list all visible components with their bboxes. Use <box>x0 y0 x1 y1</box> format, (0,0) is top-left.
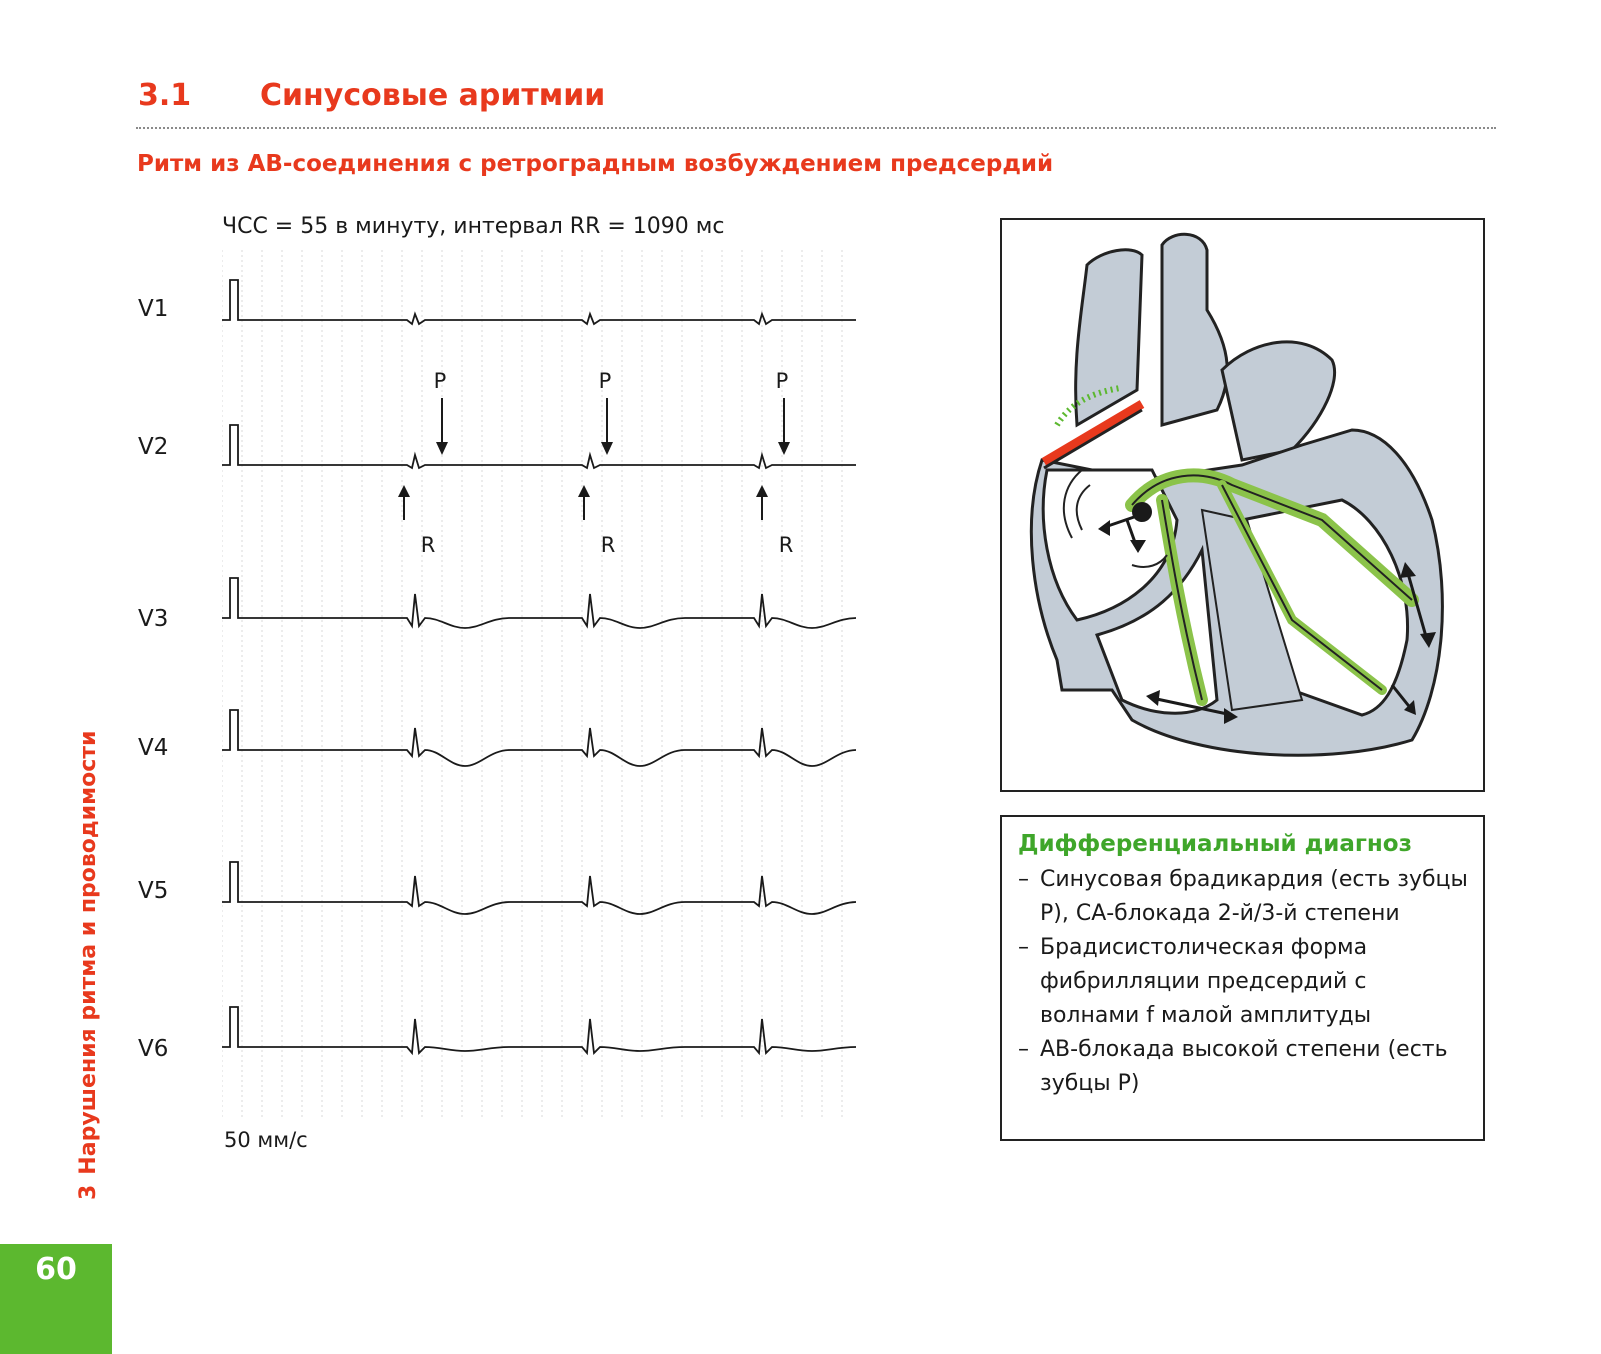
paper-speed: 50 мм/с <box>224 1128 308 1152</box>
av-node-dot <box>1132 502 1152 522</box>
lead-label-v5: V5 <box>138 878 169 904</box>
ecg-markers <box>398 369 793 557</box>
ecg-grid <box>222 250 842 1120</box>
ecg-traces <box>222 280 856 1053</box>
subtitle: Ритм из АВ-соединения с ретроградным возбуждением предсердий <box>137 151 1054 177</box>
section-heading: Синусовые аритмии <box>260 78 606 113</box>
p-wave-arrowhead <box>778 442 790 455</box>
differential-item: – Синусовая брадикардия (есть зубцы P), СА-блокада 2-й/3-й степени <box>1018 867 1468 926</box>
ecg-trace-v5 <box>222 862 856 914</box>
chapter-number: 3 <box>76 1184 101 1200</box>
p-wave-label: P <box>775 369 789 393</box>
r-wave-label: R <box>600 533 616 557</box>
chapter-title: Нарушения ритма и проводимости <box>76 730 101 1175</box>
differential-title: Дифференциальный диагноз <box>1018 831 1412 857</box>
r-wave-label: R <box>778 533 794 557</box>
lead-label-v4: V4 <box>138 735 169 761</box>
superior-vena-cava-shape <box>1076 250 1142 425</box>
lead-label-v6: V6 <box>138 1036 169 1062</box>
section-number: 3.1 <box>138 78 192 113</box>
differential-diagnosis-box <box>1000 815 1485 1141</box>
ecg-caption: ЧСС = 55 в минуту, интервал RR = 1090 мс <box>222 214 725 239</box>
ecg-trace-v4 <box>222 710 856 766</box>
heart-diagram <box>1002 220 1483 790</box>
differential-item: – Брадисистолическая форма фибрилляции предсердий с волнами f малой амплитуды <box>1018 935 1372 1028</box>
ecg-strip <box>222 250 856 1120</box>
p-wave-arrowhead <box>436 442 448 455</box>
differential-list <box>1018 863 1469 1101</box>
chapter-sidebar-title <box>76 731 101 1200</box>
lead-label-v1: V1 <box>138 296 169 322</box>
ecg-trace-v6 <box>222 1007 856 1053</box>
lead-label-v3: V3 <box>138 606 169 632</box>
title-divider <box>136 127 1496 129</box>
p-wave-arrowhead <box>601 442 613 455</box>
page-number: 60 <box>35 1252 77 1287</box>
ecg-trace-v2 <box>222 425 856 468</box>
ecg-trace-v3 <box>222 578 856 628</box>
p-wave-label: P <box>598 369 612 393</box>
lead-label-v2: V2 <box>138 434 169 460</box>
ecg-trace-v1 <box>222 280 856 324</box>
p-wave-label: P <box>433 369 447 393</box>
differential-item: – АВ-блокада высокой степени (есть зубцы P) <box>1018 1037 1448 1096</box>
heart-diagram-frame <box>1000 218 1485 792</box>
r-wave-label: R <box>420 533 436 557</box>
section-title <box>138 78 605 113</box>
aorta-shape <box>1162 234 1227 425</box>
